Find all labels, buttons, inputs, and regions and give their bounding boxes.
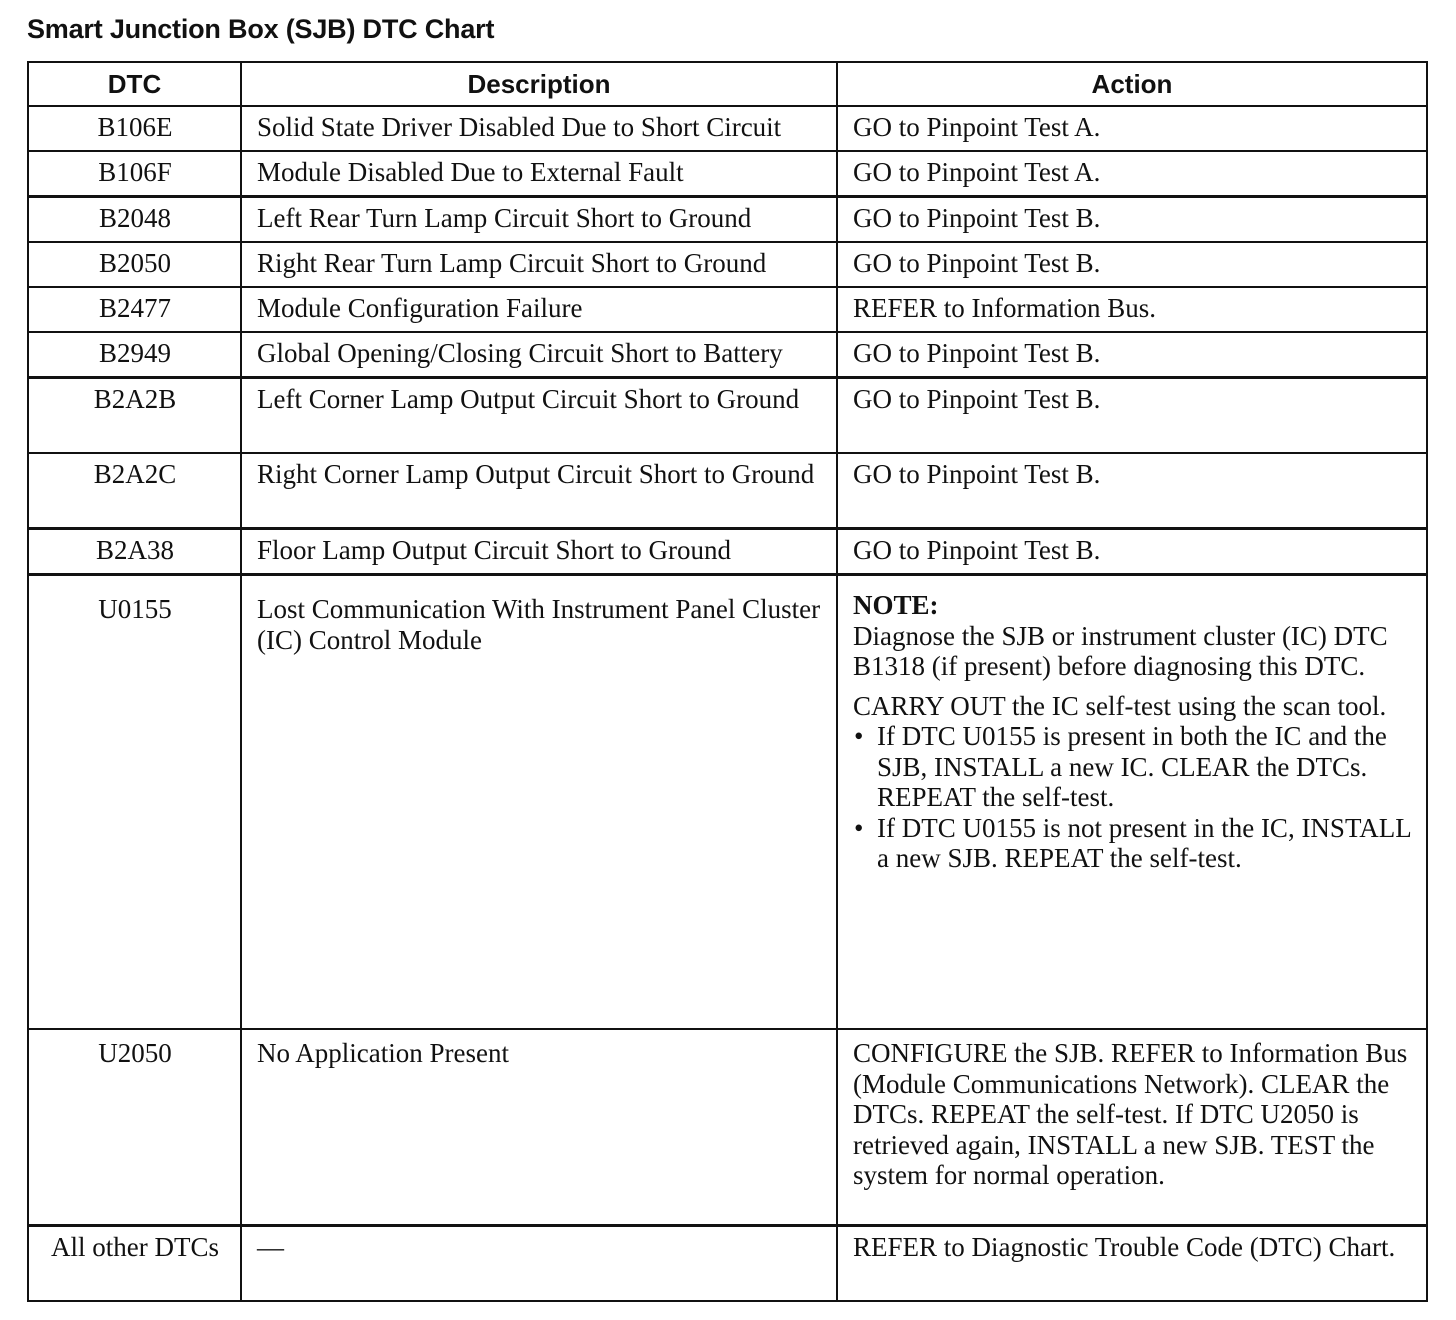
dtc-action: GO to Pinpoint Test B. [837,332,1427,378]
dtc-action: GO to Pinpoint Test A. [837,151,1427,197]
page-title: Smart Junction Box (SJB) DTC Chart [27,14,495,44]
action-text: CARRY OUT the IC self-test using the scan tool. [853,690,1387,721]
list-item: • If DTC U0155 is present in both the IC and the SJB, INSTALL a new IC. CLEAR the DTCs. REPEAT the self-test. [853,721,1412,813]
dtc-code: B2A2C [28,453,241,529]
dtc-description: — [241,1226,837,1302]
dtc-description: Global Opening/Closing Circuit Short to Battery [241,332,837,378]
dtc-code: B2477 [28,287,241,332]
dtc-description: Module Disabled Due to External Fault [241,151,837,197]
table-row [28,151,1427,197]
dtc-action: GO to Pinpoint Test B. [837,378,1427,454]
dtc-action: REFER to Information Bus. [837,287,1427,332]
table-row [28,332,1427,378]
table-row [28,453,1427,529]
dtc-code: U2050 [28,1029,241,1226]
table-header-row [28,62,1427,106]
dtc-action: REFER to Diagnostic Trouble Code (DTC) Chart. [837,1226,1427,1302]
dtc-description: Right Rear Turn Lamp Circuit Short to Ground [241,242,837,287]
note-label: NOTE: [853,590,939,620]
action-bullet-list [853,721,1412,874]
column-header-action: Action [837,62,1427,106]
dtc-action: GO to Pinpoint Test B. [837,242,1427,287]
dtc-code: B2949 [28,332,241,378]
table-row [28,1226,1427,1302]
table-row [28,575,1427,1030]
column-header-dtc: DTC [28,62,241,106]
table-row [28,197,1427,243]
column-header-description: Description [241,62,837,106]
dtc-table [27,61,1428,1302]
dtc-action: GO to Pinpoint Test A. [837,106,1427,151]
dtc-description: Module Configuration Failure [241,287,837,332]
table-row [28,378,1427,454]
dtc-description: Solid State Driver Disabled Due to Short Circuit [241,106,837,151]
dtc-code: B2A2B [28,378,241,454]
dtc-action: CONFIGURE the SJB. REFER to Information Bus (Module Communications Network). CLEAR the DTCs. REPEAT the self-test. If DTC U2050 is retrieved again, INSTALL a new SJB. TEST the system for normal operation. [837,1029,1427,1226]
dtc-description: Left Corner Lamp Output Circuit Short to Ground [241,378,837,454]
dtc-description: No Application Present [241,1029,837,1226]
table-row [28,287,1427,332]
dtc-code: B2048 [28,197,241,243]
table-row [28,1029,1427,1226]
table-row [28,106,1427,151]
dtc-code: B106E [28,106,241,151]
dtc-action: GO to Pinpoint Test B. [837,197,1427,243]
dtc-description: Lost Communication With Instrument Panel Cluster (IC) Control Module [241,575,837,1030]
dtc-code: B2A38 [28,529,241,575]
dtc-description: Floor Lamp Output Circuit Short to Ground [241,529,837,575]
dtc-action [837,575,1427,1030]
dtc-code: B2050 [28,242,241,287]
dtc-action: GO to Pinpoint Test B. [837,453,1427,529]
dtc-code: U0155 [28,575,241,1030]
dtc-description: Right Corner Lamp Output Circuit Short to Ground [241,453,837,529]
table-row [28,242,1427,287]
dtc-code: All other DTCs [28,1226,241,1302]
table-row [28,529,1427,575]
dtc-action: GO to Pinpoint Test B. [837,529,1427,575]
list-item: • If DTC U0155 is not present in the IC, INSTALL a new SJB. REPEAT the self-test. [853,813,1412,874]
note-text: Diagnose the SJB or instrument cluster (IC) DTC B1318 (if present) before diagnosing this DTC. [853,620,1388,681]
dtc-code: B106F [28,151,241,197]
dtc-description: Left Rear Turn Lamp Circuit Short to Ground [241,197,837,243]
